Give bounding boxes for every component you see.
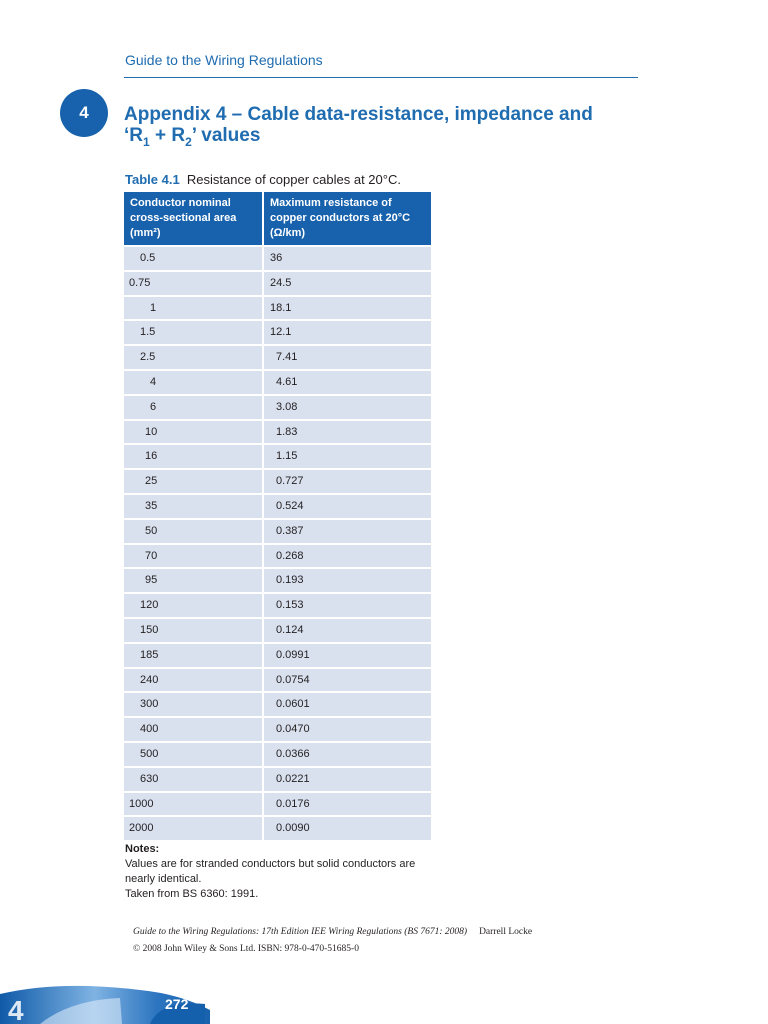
cell-max-resistance: 0.153 bbox=[264, 594, 431, 617]
cell-max-resistance: 0.0176 bbox=[264, 793, 431, 816]
notes-source: Taken from BS 6360: 1991. bbox=[125, 888, 259, 900]
footer-book-title: Guide to the Wiring Regulations: 17th Edition IEE Wiring Regulations (BS 7671: 2008) bbox=[133, 927, 468, 937]
cell-conductor-area: 400 bbox=[124, 718, 262, 741]
cell-conductor-area: 4 bbox=[124, 371, 262, 394]
cell-conductor-area: 120 bbox=[124, 594, 262, 617]
table-row bbox=[124, 693, 431, 716]
title-values: ’ values bbox=[191, 125, 261, 146]
header-max-resistance: Maximum resistance of copper conductors at 20°C (Ω/km) bbox=[264, 192, 431, 245]
table-row bbox=[124, 669, 431, 692]
table-label: Table 4.1 bbox=[125, 172, 180, 187]
table-row bbox=[124, 445, 431, 468]
notes-line: nearly identical. bbox=[125, 873, 202, 885]
cell-max-resistance: 0.0754 bbox=[264, 669, 431, 692]
cell-conductor-area: 240 bbox=[124, 669, 262, 692]
cell-conductor-area: 2000 bbox=[124, 817, 262, 840]
cell-conductor-area: 185 bbox=[124, 644, 262, 667]
cell-max-resistance: 0.0601 bbox=[264, 693, 431, 716]
appendix-title-line2 bbox=[124, 125, 644, 153]
notes bbox=[125, 842, 415, 902]
table-row bbox=[124, 768, 431, 791]
table-caption bbox=[125, 172, 401, 187]
table-row bbox=[124, 644, 431, 667]
table-row bbox=[124, 321, 431, 344]
appendix-title-line1: Appendix 4 – Cable data-resistance, impedance and bbox=[124, 104, 593, 125]
table-row bbox=[124, 247, 431, 270]
cell-conductor-area: 10 bbox=[124, 421, 262, 444]
table-row bbox=[124, 545, 431, 568]
cell-conductor-area: 150 bbox=[124, 619, 262, 642]
table-row bbox=[124, 718, 431, 741]
cell-max-resistance: 0.387 bbox=[264, 520, 431, 543]
cell-conductor-area: 0.75 bbox=[124, 272, 262, 295]
table-body bbox=[124, 247, 431, 840]
footer-copyright: © 2008 John Wiley & Sons Ltd. ISBN: 978-0-470-51685-0 bbox=[133, 944, 359, 954]
title-subscript-1: 1 bbox=[143, 134, 150, 149]
page-number: 272 bbox=[165, 996, 189, 1012]
cell-max-resistance: 1.15 bbox=[264, 445, 431, 468]
cell-conductor-area: 500 bbox=[124, 743, 262, 766]
cell-max-resistance: 0.0221 bbox=[264, 768, 431, 791]
table-caption-text: Resistance of copper cables at 20°C. bbox=[186, 172, 401, 187]
cell-max-resistance: 0.0470 bbox=[264, 718, 431, 741]
table-row bbox=[124, 470, 431, 493]
header-conductor-area: Conductor nominal cross-sectional area (mm²) bbox=[124, 192, 262, 245]
table-row bbox=[124, 569, 431, 592]
cell-max-resistance: 36 bbox=[264, 247, 431, 270]
notes-heading: Notes: bbox=[125, 843, 160, 855]
cell-max-resistance: 0.0090 bbox=[264, 817, 431, 840]
cell-conductor-area: 35 bbox=[124, 495, 262, 518]
cell-max-resistance: 1.83 bbox=[264, 421, 431, 444]
cell-max-resistance: 0.124 bbox=[264, 619, 431, 642]
cell-conductor-area: 1 bbox=[124, 297, 262, 320]
running-title: Guide to the Wiring Regulations bbox=[125, 52, 323, 68]
notes-line: Values are for stranded conductors but solid conductors are bbox=[125, 858, 416, 870]
cell-conductor-area: 2.5 bbox=[124, 346, 262, 369]
cell-conductor-area: 1000 bbox=[124, 793, 262, 816]
table-row bbox=[124, 421, 431, 444]
cell-max-resistance: 0.0991 bbox=[264, 644, 431, 667]
cell-conductor-area: 70 bbox=[124, 545, 262, 568]
cell-max-resistance: 7.41 bbox=[264, 346, 431, 369]
table-row bbox=[124, 520, 431, 543]
cell-max-resistance: 0.268 bbox=[264, 545, 431, 568]
cell-conductor-area: 1.5 bbox=[124, 321, 262, 344]
cell-conductor-area: 630 bbox=[124, 768, 262, 791]
cell-max-resistance: 0.193 bbox=[264, 569, 431, 592]
cell-conductor-area: 16 bbox=[124, 445, 262, 468]
table-row bbox=[124, 346, 431, 369]
footer-author: Darrell Locke bbox=[479, 927, 533, 937]
resistance-table bbox=[124, 192, 431, 840]
cell-conductor-area: 6 bbox=[124, 396, 262, 419]
table-row bbox=[124, 371, 431, 394]
cell-max-resistance: 0.727 bbox=[264, 470, 431, 493]
table-row bbox=[124, 817, 431, 840]
table-row bbox=[124, 743, 431, 766]
cell-max-resistance: 18.1 bbox=[264, 297, 431, 320]
cell-conductor-area: 50 bbox=[124, 520, 262, 543]
table-row bbox=[124, 495, 431, 518]
header-rule bbox=[124, 77, 638, 78]
cell-conductor-area: 300 bbox=[124, 693, 262, 716]
cell-max-resistance: 0.0366 bbox=[264, 743, 431, 766]
title-subscript-2: 2 bbox=[185, 134, 192, 149]
cell-conductor-area: 25 bbox=[124, 470, 262, 493]
title-plus-r2: + R bbox=[149, 125, 186, 146]
table-row bbox=[124, 272, 431, 295]
cell-max-resistance: 0.524 bbox=[264, 495, 431, 518]
title-r1-prefix: ‘R bbox=[124, 125, 143, 146]
cell-max-resistance: 3.08 bbox=[264, 396, 431, 419]
table-header bbox=[124, 192, 431, 245]
table-row bbox=[124, 297, 431, 320]
cell-max-resistance: 24.5 bbox=[264, 272, 431, 295]
footer-citation bbox=[133, 924, 532, 958]
table-row bbox=[124, 396, 431, 419]
table-row bbox=[124, 594, 431, 617]
cell-conductor-area: 0.5 bbox=[124, 247, 262, 270]
chapter-tab-number: 4 bbox=[8, 995, 24, 1024]
cell-max-resistance: 4.61 bbox=[264, 371, 431, 394]
table-row bbox=[124, 793, 431, 816]
table-row bbox=[124, 619, 431, 642]
cell-max-resistance: 12.1 bbox=[264, 321, 431, 344]
chapter-badge: 4 bbox=[60, 89, 108, 137]
appendix-title bbox=[124, 104, 644, 153]
cell-conductor-area: 95 bbox=[124, 569, 262, 592]
